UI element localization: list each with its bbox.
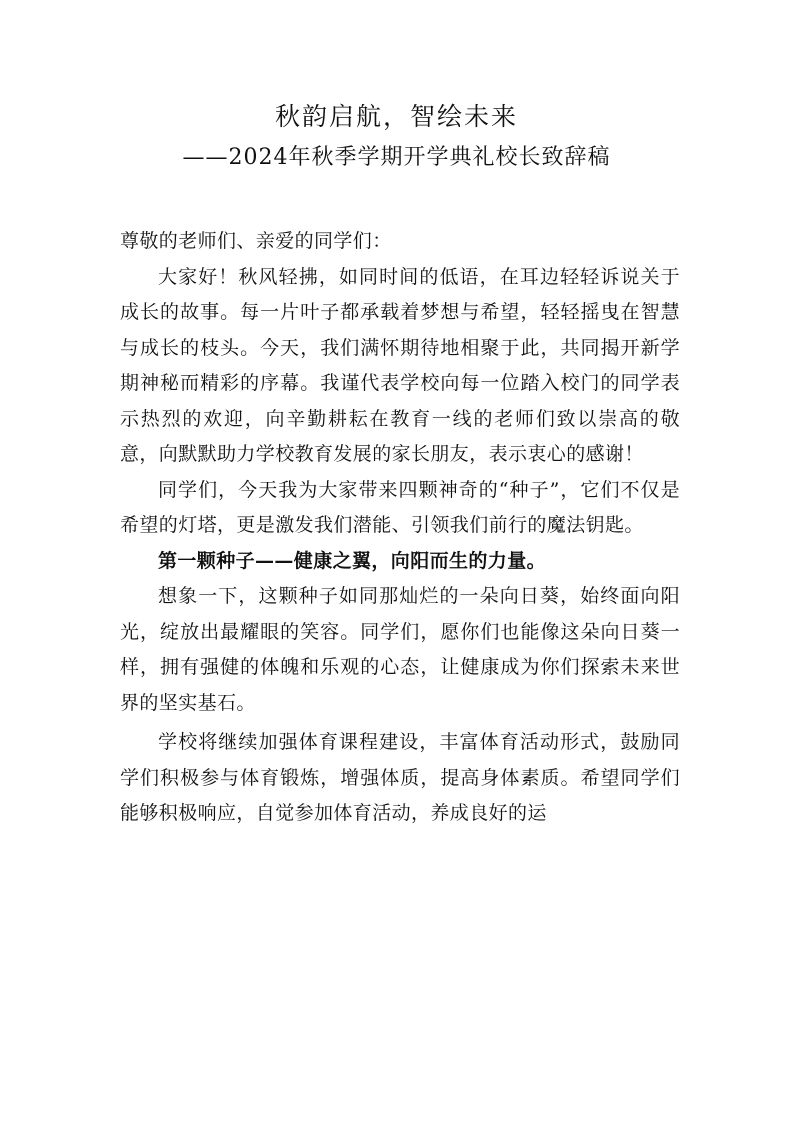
section-heading-first-seed: 第一颗种子——健康之翼，向阳而生的力量。 [158, 549, 547, 572]
paragraph-sports: 学校将继续加强体育课程建设，丰富体育活动形式，鼓励同学们积极参与体育锻炼，增强体质，提高身体素质。希望同学们能够积极响应，自觉参加体育活动，养成良好的运 [120, 731, 680, 824]
document-subtitle: ——2024年秋季学期开学典礼校长致辞稿 [182, 145, 611, 170]
document-body [120, 224, 680, 832]
paragraph-sunflower: 想象一下，这颗种子如同那灿烂的一朵向日葵，始终面向阳光，绽放出最耀眼的笑容。同学们，愿你们也能像这朵向日葵一样，拥有强健的体魄和乐观的心态，让健康成为你们探索未来世界的坚实基石。 [120, 585, 680, 714]
paragraph-seeds-intro: 同学们，今天我为大家带来四颗神奇的“种子”，它们不仅是希望的灯塔，更是激发我们潜能、引领我们前行的魔法钥匙。 [120, 478, 680, 536]
document-title: 秋韵启航，智绘未来 [274, 102, 518, 131]
greeting: 尊敬的老师们、亲爱的同学们： [120, 230, 392, 252]
paragraph-welcome: 大家好！秋风轻拂，如同时间的低语，在耳边轻轻诉说关于成长的故事。每一片叶子都承载着梦想与希望，轻轻摇曳在智慧与成长的枝头。今天，我们满怀期待地相聚于此，共同揭开新学期神秘而精彩的序幕。我谨代表学校向每一位踏入校门的同学表示热烈的欢迎，向辛勤耕耘在教育一线的老师们致以崇高的敬意，向默默助力学校教育发展的家长朋友，表示衷心的感谢！ [120, 265, 680, 465]
